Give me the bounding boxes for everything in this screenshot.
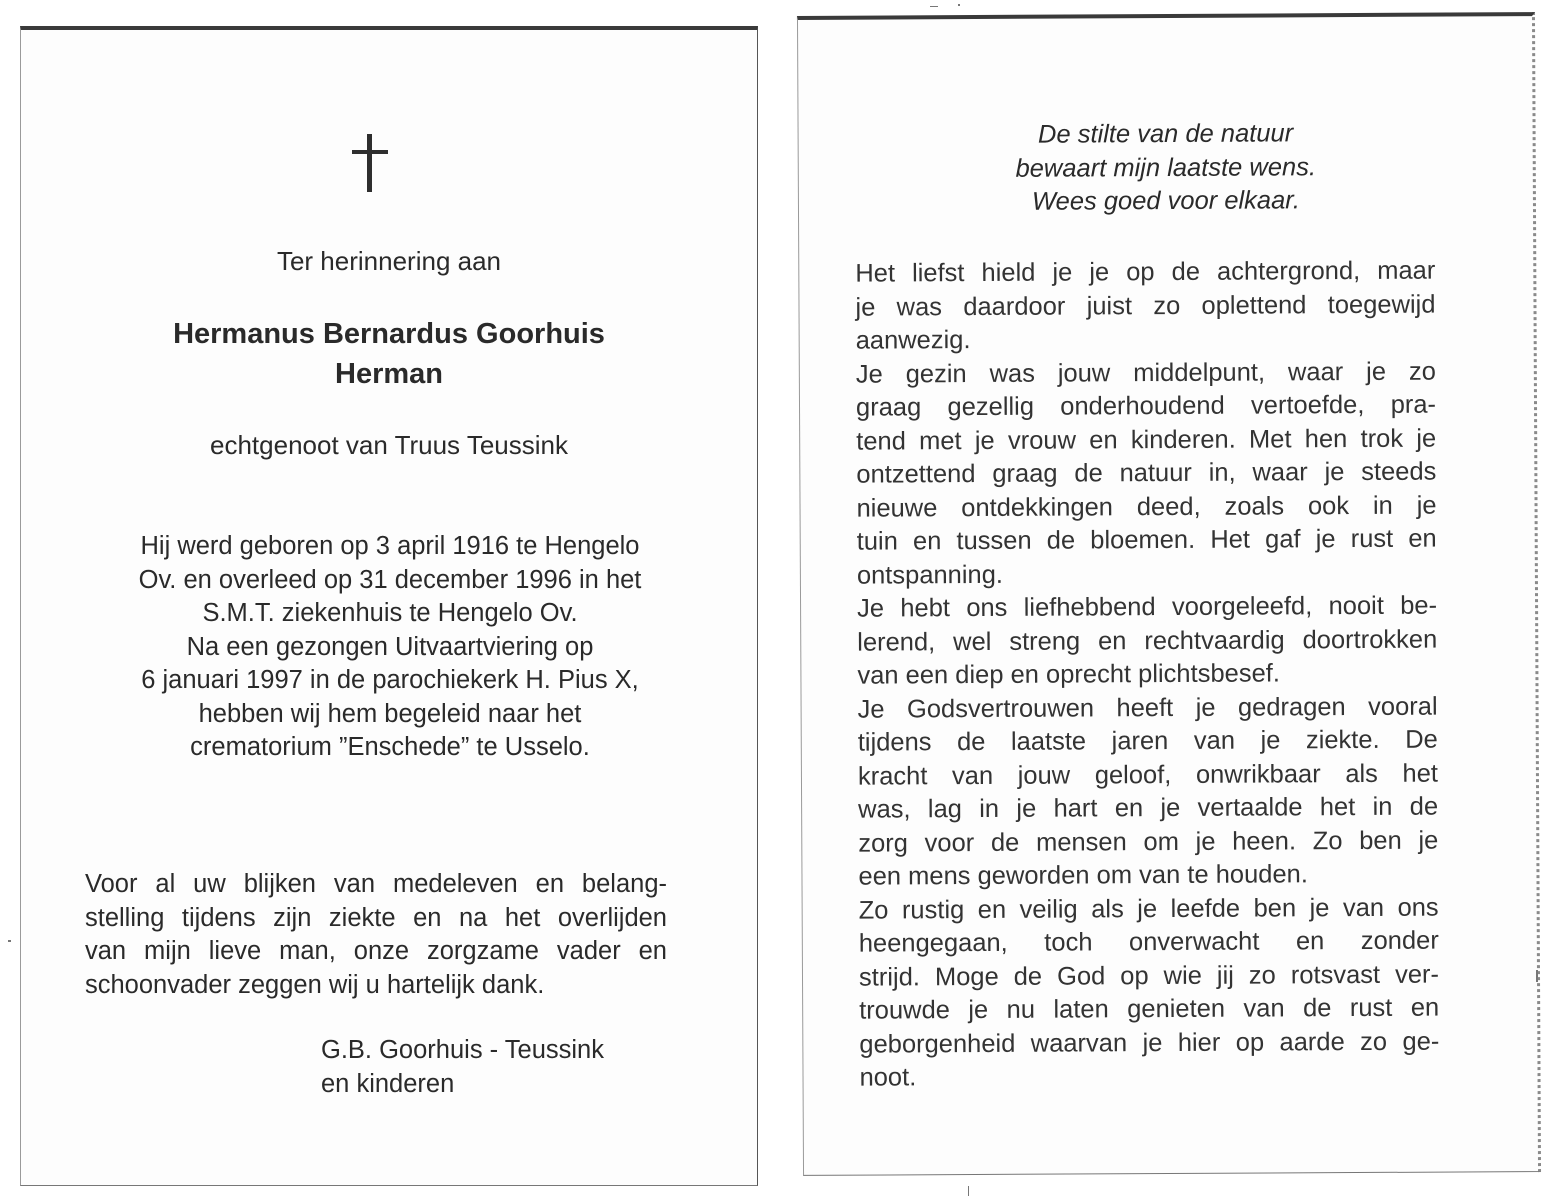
text-line: Zo rustig en veilig als je leefde ben je van ons — [858, 893, 1439, 925]
poem-line: Wees goed voor elkaar. — [1031, 186, 1300, 216]
scan-mark — [8, 940, 11, 942]
life-line: hebben wij hem begeleid naar het — [198, 699, 582, 728]
text-line: Het liefst hield je je op de achtergrond, maar — [855, 256, 1436, 288]
text-line: nieuwe ontdekkingen deed, zoals ook in je — [856, 491, 1437, 523]
signature-line: G.B. Goorhuis - Teussink — [321, 1036, 604, 1064]
life-line: 6 januari 1997 in de parochiekerk H. Pius X, — [141, 666, 639, 694]
text-line: Je gezin was jouw middelpunt, waar je zo — [855, 357, 1436, 389]
scan-mark — [930, 6, 938, 7]
text-line: zorg voor de mensen om je heen. Zo ben je — [858, 826, 1439, 858]
thanks-line: schoonvader zeggen wij u hartelijk dank. — [85, 970, 545, 999]
text-line: een mens geworden om van te houden. — [858, 860, 1308, 891]
poem-line: bewaart mijn laatste wens. — [1015, 152, 1317, 183]
thanks-text — [85, 868, 667, 1002]
text-line: tuin en tussen de bloemen. Het gaf je rust en — [856, 524, 1437, 556]
text-line: aanwezig. — [855, 326, 971, 355]
life-line: Hij werd geboren op 3 april 1916 te Hengelo — [140, 532, 640, 560]
life-line: S.M.T. ziekenhuis te Hengelo Ov. — [202, 599, 578, 627]
text-line: was, lag in je hart en je vertaalde het in de — [858, 792, 1439, 824]
text-line: strijd. Moge de God op wie jij zo rotsvast ver- — [858, 960, 1440, 992]
text-line: noot. — [859, 1063, 917, 1092]
life-line: Na een gezongen Uitvaartviering op — [186, 632, 594, 661]
text-line: van een diep en oprecht plichtsbesef. — [857, 659, 1280, 690]
intro-text: Ter herinnering aan — [276, 246, 502, 276]
thanks-line: stelling tijdens zijn ziekte en na het overlijden — [85, 903, 667, 932]
text-line: je was daardoor juist zo oplettend toegewijd — [855, 290, 1436, 322]
text-line: heengegaan, toch onverwacht en zonder — [858, 926, 1439, 958]
text-line: Je hebt ons liefhebbend voorgeleefd, nooit be- — [856, 591, 1438, 623]
poem-line: De stilte van de natuur — [1037, 119, 1294, 149]
deceased-given-name: Herman — [335, 358, 443, 390]
memorial-text — [855, 255, 1439, 1096]
signature — [321, 1034, 604, 1101]
spouse-text: echtgenoot van Truus Teussink — [210, 430, 568, 460]
thanks-line: Voor al uw blijken van medeleven en belang- — [85, 870, 667, 898]
signature-line: en kinderen — [321, 1069, 455, 1098]
life-line: Ov. en overleed op 31 december 1996 in het — [138, 565, 642, 594]
text-line: Je Godsvertrouwen heeft je gedragen vooral — [857, 692, 1438, 724]
text-line: graag gezellig onderhoudend vertoefde, pra- — [855, 390, 1437, 422]
cross-icon — [348, 134, 392, 192]
memorial-card-back — [797, 12, 1541, 1176]
scan-mark — [958, 4, 960, 6]
life-details — [81, 530, 699, 765]
text-line: ontzettend graag de natuur in, waar je steeds — [856, 457, 1437, 489]
text-line: tijdens de laatste jaren van je ziekte. De — [857, 725, 1438, 757]
text-line: lerend, wel streng en rechtvaardig doortrokken — [857, 625, 1438, 657]
text-line: kracht van jouw geloof, onwrikbaar als het — [857, 759, 1439, 791]
life-line: crematorium ”Enschede” te Usselo. — [190, 733, 590, 761]
scan-mark — [968, 1186, 969, 1196]
thanks-line: van mijn lieve man, onze zorgzame vader en — [85, 937, 667, 965]
deceased-full-name: Hermanus Bernardus Goorhuis — [173, 318, 605, 350]
text-line: geborgenheid waarvan je hier op aarde zo ge- — [859, 1027, 1440, 1059]
poem — [799, 116, 1534, 220]
memorial-card-front — [20, 26, 758, 1186]
text-line: tend met je vrouw en kinderen. Met hen trok je — [856, 424, 1437, 456]
text-line: trouwde je nu laten genieten van de rust en — [859, 993, 1440, 1025]
scan-mark — [1536, 970, 1538, 982]
text-line: ontspanning. — [856, 560, 1004, 590]
